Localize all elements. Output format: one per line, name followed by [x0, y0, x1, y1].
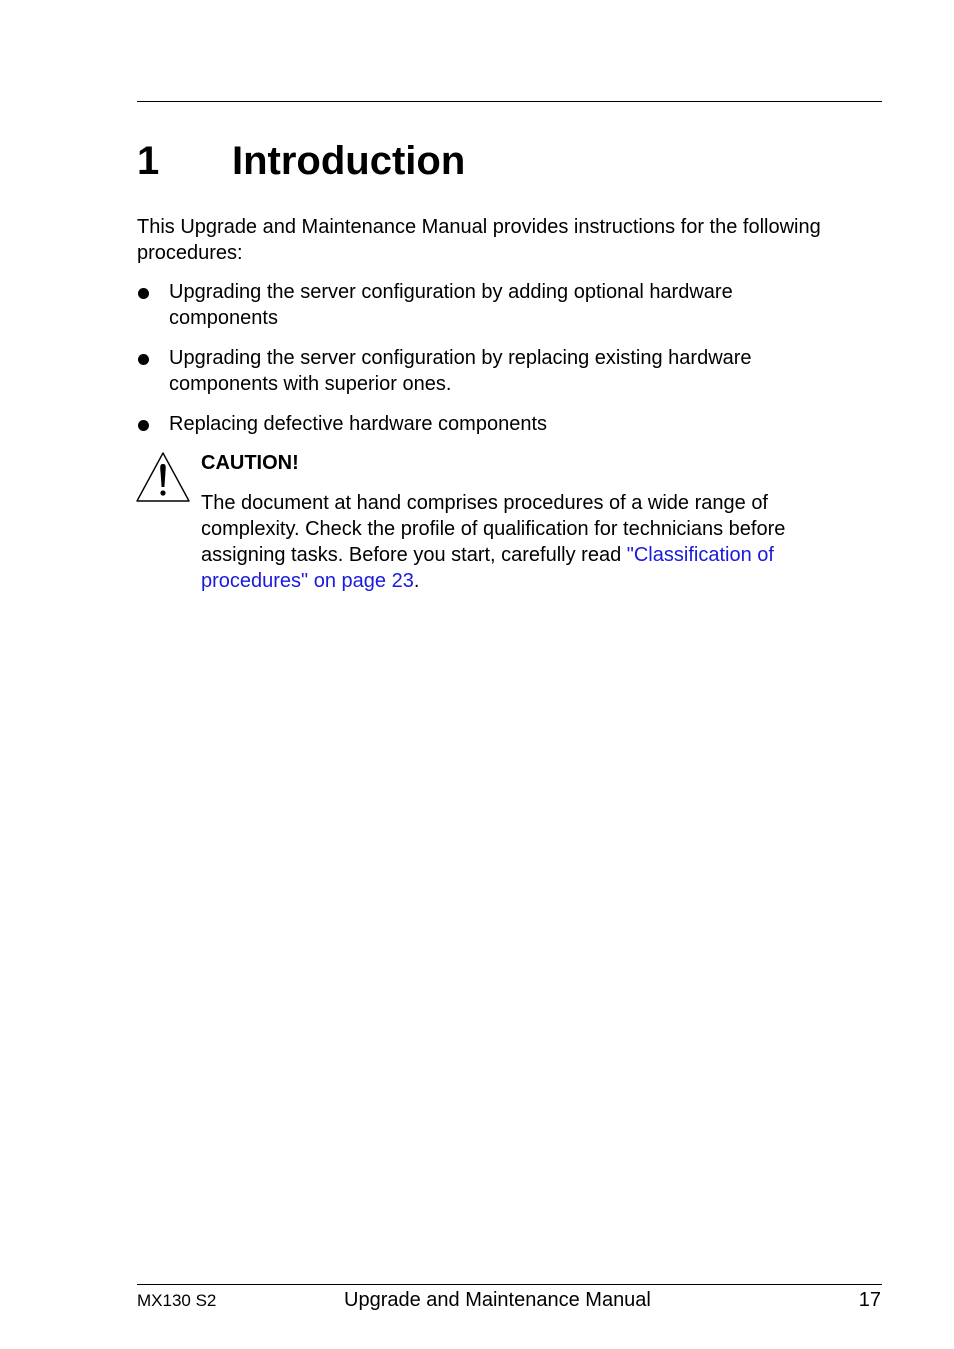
bullet-dot-icon	[138, 288, 149, 299]
caution-text	[201, 490, 861, 594]
caution-trailing-period: .	[413, 570, 420, 592]
footer-title: Upgrade and Maintenance Manual	[344, 1289, 651, 1311]
footer-rule	[137, 1284, 882, 1285]
chapter-number: 1	[137, 139, 160, 183]
bullet-dot-icon	[138, 420, 149, 431]
chapter-title: Introduction	[232, 139, 466, 183]
footer-model: MX130 S2	[137, 1291, 217, 1310]
bullet-dot-icon	[138, 354, 149, 365]
list-item	[137, 411, 882, 437]
procedure-list	[137, 279, 882, 451]
header-rule	[137, 101, 882, 102]
intro-paragraph: This Upgrade and Maintenance Manual provides instructions for the following procedures:	[137, 216, 821, 264]
caution-body-text: The document at hand comprises procedures of a wide range of complexity. Check the profile of qualification for technicians before assigning tasks. Before you start, carefully read	[201, 492, 786, 566]
caution-triangle-icon	[135, 451, 191, 503]
classification-procedures-link[interactable]: "Classification of procedures" on page 23	[201, 544, 774, 592]
page-number: 17	[858, 1289, 881, 1311]
list-item-text: Replacing defective hardware components	[169, 413, 547, 435]
caution-label: CAUTION!	[201, 452, 299, 474]
list-item	[137, 279, 882, 331]
list-item	[137, 345, 882, 397]
list-item-text: Upgrading the server configuration by replacing existing hardware components with superior ones.	[169, 347, 752, 395]
list-item-text: Upgrading the server configuration by adding optional hardware components	[169, 281, 733, 329]
